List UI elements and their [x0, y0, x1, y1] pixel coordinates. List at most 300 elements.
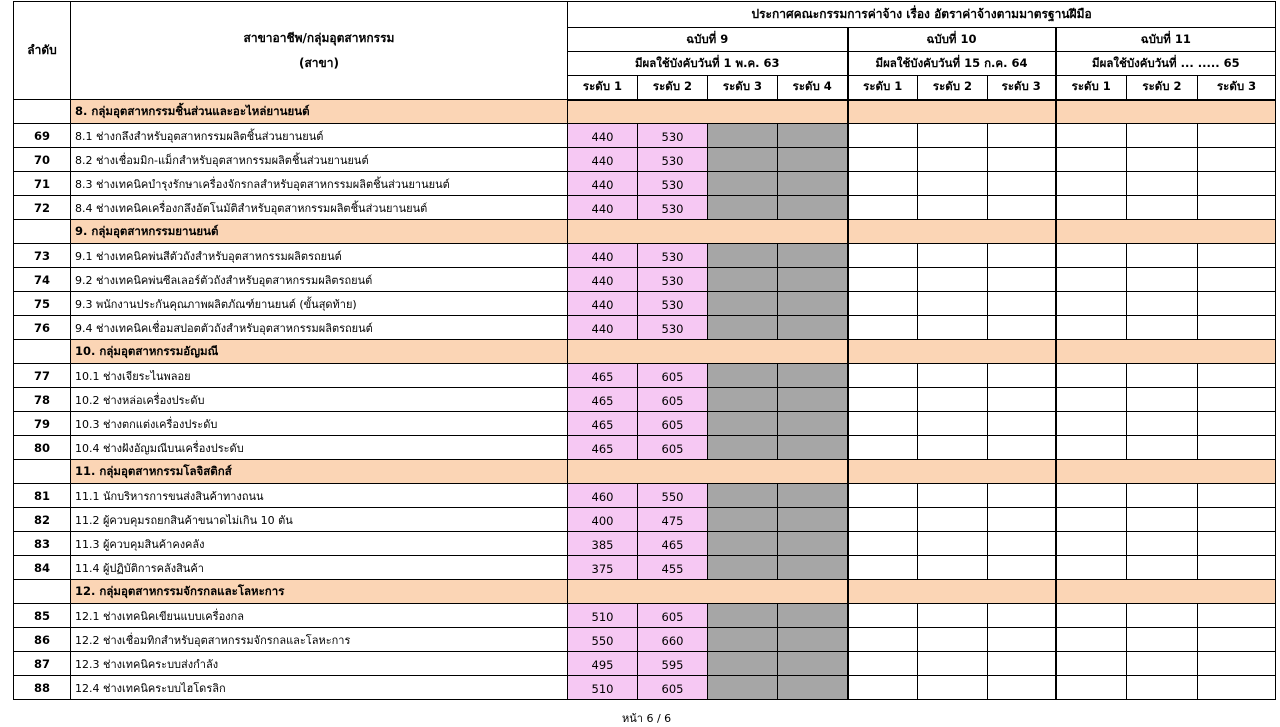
edition-9-fill [568, 340, 848, 364]
group-number-cell [14, 220, 71, 244]
edition-10-level-1-cell [848, 364, 918, 388]
edition-9-level-3-na [708, 364, 778, 388]
edition-10-level-1-cell [848, 508, 918, 532]
edition-10-level-3-cell [988, 532, 1056, 556]
edition-11-level-3-cell [1198, 268, 1276, 292]
edition-11-level-3-cell [1198, 412, 1276, 436]
edition-11-level-1-cell [1056, 364, 1127, 388]
edition-10-fill [848, 460, 1056, 484]
edition-11-level-1-cell [1056, 436, 1127, 460]
occupation-name: 11.1 นักบริหารการขนส่งสินค้าทางถนน [71, 484, 568, 508]
table-row [14, 124, 1276, 148]
row-number: 80 [14, 436, 71, 460]
edition-9-level-1-value: 465 [568, 436, 638, 460]
occupation-name: 11.3 ผู้ควบคุมสินค้าคงคลัง [71, 532, 568, 556]
edition-11-level-2-cell [1127, 556, 1198, 580]
edition-10-level-2-cell [918, 316, 988, 340]
group-number-cell [14, 460, 71, 484]
edition-10-level-3-cell [988, 676, 1056, 700]
edition-9-level-4-na [778, 196, 848, 220]
edition-11-level-2-cell [1127, 364, 1198, 388]
group-title: 10. กลุ่มอุตสาหกรรมอัญมณี [71, 340, 568, 364]
edition-9-level-4-na [778, 388, 848, 412]
edition-9-level-2-value: 530 [638, 196, 708, 220]
group-title: 12. กลุ่มอุตสาหกรรมจักรกลและโลหะการ [71, 580, 568, 604]
row-number: 69 [14, 124, 71, 148]
edition-11-level-3-cell [1198, 436, 1276, 460]
edition-11-level-1-cell [1056, 628, 1127, 652]
edition-9-level-3-na [708, 292, 778, 316]
edition-10-fill [848, 100, 1056, 124]
edition-11-level-3-cell [1198, 532, 1276, 556]
edition-10-level-3-cell [988, 148, 1056, 172]
edition-9-level-4-na [778, 532, 848, 556]
edition-9-effective: มีผลใช้บังคับวันที่ 1 พ.ค. 63 [568, 52, 848, 76]
edition-9-level-4-na [778, 508, 848, 532]
edition-9-name: ฉบับที่ 9 [568, 28, 848, 52]
edition-11-level-1-cell [1056, 556, 1127, 580]
group-header-row [14, 580, 1276, 604]
edition-10-level-2-cell [918, 556, 988, 580]
edition-9-level-4-na [778, 628, 848, 652]
occupation-name: 8.1 ช่างกลึงสำหรับอุตสาหกรรมผลิตชิ้นส่วนยานยนต์ [71, 124, 568, 148]
edition-10-level-3-cell [988, 604, 1056, 628]
edition-11-level-3-cell [1198, 676, 1276, 700]
edition-10-level-3-cell [988, 508, 1056, 532]
edition-11-fill [1056, 340, 1276, 364]
edition-11-level-3-cell [1198, 652, 1276, 676]
edition-9-fill [568, 580, 848, 604]
edition-10-level-3-cell [988, 436, 1056, 460]
edition-9-level-2-value: 605 [638, 388, 708, 412]
edition-9-level-2-value: 455 [638, 556, 708, 580]
edition-9-level-4-na [778, 652, 848, 676]
row-number: 72 [14, 196, 71, 220]
edition-9-level-2-value: 605 [638, 412, 708, 436]
table-row [14, 244, 1276, 268]
row-number: 84 [14, 556, 71, 580]
edition-9-level-3-na [708, 172, 778, 196]
edition-9-level-4-na [778, 556, 848, 580]
edition-9-level-3-na [708, 388, 778, 412]
group-header-row [14, 100, 1276, 124]
edition-10-level-3-cell [988, 412, 1056, 436]
edition-9-level-4-na [778, 124, 848, 148]
table-row [14, 148, 1276, 172]
edition-10-level-3-cell [988, 244, 1056, 268]
edition-10-level-1-cell [848, 244, 918, 268]
occupation-name: 12.1 ช่างเทคนิคเขียนแบบเครื่องกล [71, 604, 568, 628]
edition-9-level-2-value: 660 [638, 628, 708, 652]
edition-10-level-2-cell [918, 484, 988, 508]
col-branch-line1: สาขาอาชีพ/กลุ่มอุตสาหกรรม [243, 30, 395, 45]
occupation-name: 8.3 ช่างเทคนิคบำรุงรักษาเครื่องจักรกลสำหรับอุตสาหกรรมผลิตชิ้นส่วนยานยนต์ [71, 172, 568, 196]
edition-11-level-1-cell [1056, 604, 1127, 628]
edition-9-fill [568, 460, 848, 484]
table-row [14, 292, 1276, 316]
edition-11-level-3-cell [1198, 628, 1276, 652]
edition-9-level-3-na [708, 532, 778, 556]
edition-10-level-1-cell [848, 484, 918, 508]
edition-9-level-1-value: 510 [568, 676, 638, 700]
edition-9-level-1-value: 440 [568, 196, 638, 220]
edition-11-level-2-cell [1127, 124, 1198, 148]
level-header: ระดับ 4 [778, 76, 848, 100]
row-number: 71 [14, 172, 71, 196]
edition-11-level-2-cell [1127, 628, 1198, 652]
col-branch-line2: (สาขา) [299, 55, 339, 70]
edition-9-level-3-na [708, 556, 778, 580]
edition-10-level-1-cell [848, 292, 918, 316]
table-row [14, 412, 1276, 436]
edition-11-level-1-cell [1056, 508, 1127, 532]
edition-11-level-3-cell [1198, 244, 1276, 268]
edition-10-level-3-cell [988, 556, 1056, 580]
table-row [14, 172, 1276, 196]
level-header: ระดับ 1 [848, 76, 918, 100]
row-number: 74 [14, 268, 71, 292]
edition-11-level-2-cell [1127, 268, 1198, 292]
table-row [14, 508, 1276, 532]
edition-10-level-2-cell [918, 364, 988, 388]
edition-9-level-3-na [708, 196, 778, 220]
edition-10-level-2-cell [918, 268, 988, 292]
row-number: 82 [14, 508, 71, 532]
table-row [14, 628, 1276, 652]
edition-11-level-2-cell [1127, 604, 1198, 628]
occupation-name: 11.2 ผู้ควบคุมรถยกสินค้าขนาดไม่เกิน 10 ตัน [71, 508, 568, 532]
edition-11-level-2-cell [1127, 244, 1198, 268]
edition-9-level-2-value: 530 [638, 172, 708, 196]
col-branch-header [71, 2, 568, 100]
edition-10-level-3-cell [988, 292, 1056, 316]
edition-11-level-1-cell [1056, 268, 1127, 292]
edition-9-level-4-na [778, 484, 848, 508]
edition-10-level-3-cell [988, 484, 1056, 508]
edition-9-level-1-value: 460 [568, 484, 638, 508]
level-header: ระดับ 3 [708, 76, 778, 100]
edition-10-level-1-cell [848, 628, 918, 652]
level-header: ระดับ 2 [918, 76, 988, 100]
announcement-title: ประกาศคณะกรรมการค่าจ้าง เรื่อง อัตราค่าจ้างตามมาตรฐานฝีมือ [568, 2, 1276, 28]
page-number: หน้า 6 / 6 [622, 712, 672, 725]
level-header: ระดับ 1 [1056, 76, 1127, 100]
edition-11-level-2-cell [1127, 676, 1198, 700]
row-number: 78 [14, 388, 71, 412]
edition-9-level-1-value: 375 [568, 556, 638, 580]
edition-11-level-1-cell [1056, 412, 1127, 436]
occupation-name: 8.4 ช่างเทคนิคเครื่องกลึงอัตโนมัติสำหรับอุตสาหกรรมผลิตชิ้นส่วนยานยนต์ [71, 196, 568, 220]
edition-11-level-3-cell [1198, 604, 1276, 628]
edition-10-level-3-cell [988, 196, 1056, 220]
edition-9-level-3-na [708, 268, 778, 292]
edition-11-level-3-cell [1198, 172, 1276, 196]
edition-11-fill [1056, 100, 1276, 124]
edition-10-level-1-cell [848, 676, 918, 700]
edition-10-level-2-cell [918, 508, 988, 532]
edition-10-level-2-cell [918, 652, 988, 676]
edition-10-level-2-cell [918, 532, 988, 556]
edition-9-level-2-value: 595 [638, 652, 708, 676]
edition-10-level-1-cell [848, 556, 918, 580]
edition-10-level-1-cell [848, 196, 918, 220]
edition-9-level-2-value: 605 [638, 436, 708, 460]
edition-11-level-3-cell [1198, 484, 1276, 508]
edition-10-level-1-cell [848, 172, 918, 196]
edition-9-level-2-value: 605 [638, 604, 708, 628]
row-number: 88 [14, 676, 71, 700]
edition-10-level-1-cell [848, 412, 918, 436]
edition-11-level-1-cell [1056, 388, 1127, 412]
level-header: ระดับ 2 [638, 76, 708, 100]
edition-10-level-2-cell [918, 388, 988, 412]
edition-11-effective: มีผลใช้บังคับวันที่ ... ..... 65 [1056, 52, 1276, 76]
edition-10-level-3-cell [988, 628, 1056, 652]
row-number: 75 [14, 292, 71, 316]
edition-9-level-3-na [708, 436, 778, 460]
row-number: 76 [14, 316, 71, 340]
edition-10-level-1-cell [848, 316, 918, 340]
edition-11-fill [1056, 460, 1276, 484]
edition-11-level-1-cell [1056, 316, 1127, 340]
table-row [14, 436, 1276, 460]
edition-9-level-3-na [708, 124, 778, 148]
row-number: 79 [14, 412, 71, 436]
row-number: 81 [14, 484, 71, 508]
table-row [14, 532, 1276, 556]
row-number: 85 [14, 604, 71, 628]
wage-rate-table [13, 1, 1276, 700]
edition-9-fill [568, 100, 848, 124]
edition-10-level-1-cell [848, 604, 918, 628]
occupation-name: 8.2 ช่างเชื่อมมิก-แม็กสำหรับอุตสาหกรรมผลิตชิ้นส่วนยานยนต์ [71, 148, 568, 172]
edition-10-level-1-cell [848, 436, 918, 460]
table-row [14, 196, 1276, 220]
edition-10-level-2-cell [918, 628, 988, 652]
level-header: ระดับ 1 [568, 76, 638, 100]
edition-9-level-2-value: 530 [638, 268, 708, 292]
edition-9-level-4-na [778, 244, 848, 268]
edition-9-level-4-na [778, 316, 848, 340]
occupation-name: 9.2 ช่างเทคนิคพ่นซีลเลอร์ตัวถังสำหรับอุตสาหกรรมผลิตรถยนต์ [71, 268, 568, 292]
edition-9-level-1-value: 465 [568, 364, 638, 388]
table-row [14, 556, 1276, 580]
group-title: 8. กลุ่มอุตสาหกรรมชิ้นส่วนและอะไหล่ยานยนต์ [71, 100, 568, 124]
edition-11-level-3-cell [1198, 556, 1276, 580]
edition-10-level-2-cell [918, 148, 988, 172]
edition-11-level-3-cell [1198, 388, 1276, 412]
edition-9-level-1-value: 400 [568, 508, 638, 532]
edition-11-level-1-cell [1056, 244, 1127, 268]
edition-9-level-1-value: 440 [568, 316, 638, 340]
edition-9-level-1-value: 465 [568, 412, 638, 436]
table-row [14, 364, 1276, 388]
edition-11-level-2-cell [1127, 388, 1198, 412]
col-no-header: ลำดับ [14, 2, 71, 100]
edition-9-level-4-na [778, 412, 848, 436]
edition-10-level-3-cell [988, 364, 1056, 388]
edition-11-level-2-cell [1127, 316, 1198, 340]
edition-9-level-3-na [708, 628, 778, 652]
table-row [14, 268, 1276, 292]
edition-11-level-2-cell [1127, 532, 1198, 556]
edition-9-level-1-value: 440 [568, 124, 638, 148]
edition-9-level-4-na [778, 364, 848, 388]
group-header-row [14, 220, 1276, 244]
edition-10-fill [848, 580, 1056, 604]
edition-9-level-2-value: 530 [638, 124, 708, 148]
edition-10-level-1-cell [848, 268, 918, 292]
table-body [14, 100, 1276, 700]
edition-11-level-2-cell [1127, 508, 1198, 532]
edition-11-level-3-cell [1198, 124, 1276, 148]
edition-9-level-1-value: 495 [568, 652, 638, 676]
edition-10-level-1-cell [848, 124, 918, 148]
edition-10-level-3-cell [988, 388, 1056, 412]
edition-10-level-2-cell [918, 436, 988, 460]
group-number-cell [14, 100, 71, 124]
edition-10-level-1-cell [848, 148, 918, 172]
edition-10-level-2-cell [918, 172, 988, 196]
edition-9-level-1-value: 440 [568, 292, 638, 316]
edition-10-level-1-cell [848, 652, 918, 676]
edition-10-effective: มีผลใช้บังคับวันที่ 15 ก.ค. 64 [848, 52, 1056, 76]
edition-9-level-4-na [778, 292, 848, 316]
edition-10-level-1-cell [848, 532, 918, 556]
edition-9-level-4-na [778, 676, 848, 700]
edition-11-level-3-cell [1198, 316, 1276, 340]
level-header: ระดับ 3 [988, 76, 1056, 100]
edition-9-level-1-value: 465 [568, 388, 638, 412]
row-number: 86 [14, 628, 71, 652]
edition-9-level-1-value: 440 [568, 268, 638, 292]
edition-9-level-2-value: 550 [638, 484, 708, 508]
edition-9-level-3-na [708, 604, 778, 628]
edition-10-level-3-cell [988, 652, 1056, 676]
edition-9-level-3-na [708, 484, 778, 508]
edition-11-level-2-cell [1127, 436, 1198, 460]
group-title: 11. กลุ่มอุตสาหกรรมโลจิสติกส์ [71, 460, 568, 484]
table-row [14, 676, 1276, 700]
edition-9-level-2-value: 475 [638, 508, 708, 532]
edition-9-level-2-value: 530 [638, 316, 708, 340]
group-number-cell [14, 580, 71, 604]
edition-10-level-1-cell [848, 388, 918, 412]
edition-9-level-1-value: 510 [568, 604, 638, 628]
edition-11-fill [1056, 580, 1276, 604]
row-number: 87 [14, 652, 71, 676]
occupation-name: 12.4 ช่างเทคนิคระบบไฮโดรลิก [71, 676, 568, 700]
level-header: ระดับ 3 [1198, 76, 1276, 100]
edition-10-level-2-cell [918, 676, 988, 700]
edition-10-fill [848, 340, 1056, 364]
occupation-name: 9.1 ช่างเทคนิคพ่นสีตัวถังสำหรับอุตสาหกรรมผลิตรถยนต์ [71, 244, 568, 268]
occupation-name: 10.2 ช่างหล่อเครื่องประดับ [71, 388, 568, 412]
edition-9-level-2-value: 530 [638, 148, 708, 172]
edition-10-level-3-cell [988, 316, 1056, 340]
edition-9-level-4-na [778, 172, 848, 196]
group-title: 9. กลุ่มอุตสาหกรรมยานยนต์ [71, 220, 568, 244]
group-header-row [14, 340, 1276, 364]
edition-10-level-2-cell [918, 412, 988, 436]
occupation-name: 9.3 พนักงานประกันคุณภาพผลิตภัณฑ์ยานยนต์ (ขั้นสุดท้าย) [71, 292, 568, 316]
edition-9-level-1-value: 440 [568, 148, 638, 172]
edition-9-level-2-value: 530 [638, 244, 708, 268]
edition-11-level-1-cell [1056, 292, 1127, 316]
edition-11-level-1-cell [1056, 676, 1127, 700]
edition-9-level-1-value: 440 [568, 172, 638, 196]
edition-9-level-2-value: 530 [638, 292, 708, 316]
edition-11-level-3-cell [1198, 364, 1276, 388]
occupation-name: 10.4 ช่างฝังอัญมณีบนเครื่องประดับ [71, 436, 568, 460]
edition-11-level-2-cell [1127, 412, 1198, 436]
occupation-name: 10.3 ช่างตกแต่งเครื่องประดับ [71, 412, 568, 436]
edition-9-level-3-na [708, 316, 778, 340]
table-row [14, 604, 1276, 628]
edition-11-level-1-cell [1056, 484, 1127, 508]
occupation-name: 12.3 ช่างเทคนิคระบบส่งกำลัง [71, 652, 568, 676]
edition-11-level-2-cell [1127, 652, 1198, 676]
edition-10-name: ฉบับที่ 10 [848, 28, 1056, 52]
edition-10-level-2-cell [918, 604, 988, 628]
edition-10-level-3-cell [988, 172, 1056, 196]
row-number: 73 [14, 244, 71, 268]
table-row [14, 316, 1276, 340]
edition-10-level-3-cell [988, 124, 1056, 148]
edition-9-level-2-value: 605 [638, 676, 708, 700]
group-header-row [14, 460, 1276, 484]
edition-11-level-1-cell [1056, 652, 1127, 676]
edition-10-level-2-cell [918, 244, 988, 268]
edition-11-level-2-cell [1127, 172, 1198, 196]
group-number-cell [14, 340, 71, 364]
edition-10-fill [848, 220, 1056, 244]
edition-9-level-3-na [708, 652, 778, 676]
edition-9-level-1-value: 550 [568, 628, 638, 652]
edition-10-level-2-cell [918, 196, 988, 220]
edition-9-level-2-value: 605 [638, 364, 708, 388]
occupation-name: 9.4 ช่างเทคนิคเชื่อมสปอตตัวถังสำหรับอุตสาหกรรมผลิตรถยนต์ [71, 316, 568, 340]
edition-10-level-3-cell [988, 268, 1056, 292]
edition-10-level-2-cell [918, 124, 988, 148]
row-number: 70 [14, 148, 71, 172]
table-row [14, 484, 1276, 508]
edition-9-level-3-na [708, 508, 778, 532]
edition-11-level-2-cell [1127, 484, 1198, 508]
edition-9-level-3-na [708, 676, 778, 700]
occupation-name: 12.2 ช่างเชื่อมทิกสำหรับอุตสาหกรรมจักรกลและโลหะการ [71, 628, 568, 652]
edition-9-fill [568, 220, 848, 244]
edition-11-level-1-cell [1056, 196, 1127, 220]
edition-11-level-3-cell [1198, 196, 1276, 220]
edition-9-level-4-na [778, 148, 848, 172]
level-header: ระดับ 2 [1127, 76, 1198, 100]
edition-9-level-3-na [708, 244, 778, 268]
edition-11-level-2-cell [1127, 196, 1198, 220]
table-row [14, 388, 1276, 412]
edition-9-level-3-na [708, 412, 778, 436]
table-row [14, 652, 1276, 676]
edition-11-level-1-cell [1056, 172, 1127, 196]
row-number: 77 [14, 364, 71, 388]
edition-9-level-4-na [778, 436, 848, 460]
edition-11-level-3-cell [1198, 292, 1276, 316]
row-number: 83 [14, 532, 71, 556]
edition-11-level-2-cell [1127, 292, 1198, 316]
edition-11-level-1-cell [1056, 148, 1127, 172]
edition-11-name: ฉบับที่ 11 [1056, 28, 1276, 52]
occupation-name: 10.1 ช่างเจียระไนพลอย [71, 364, 568, 388]
